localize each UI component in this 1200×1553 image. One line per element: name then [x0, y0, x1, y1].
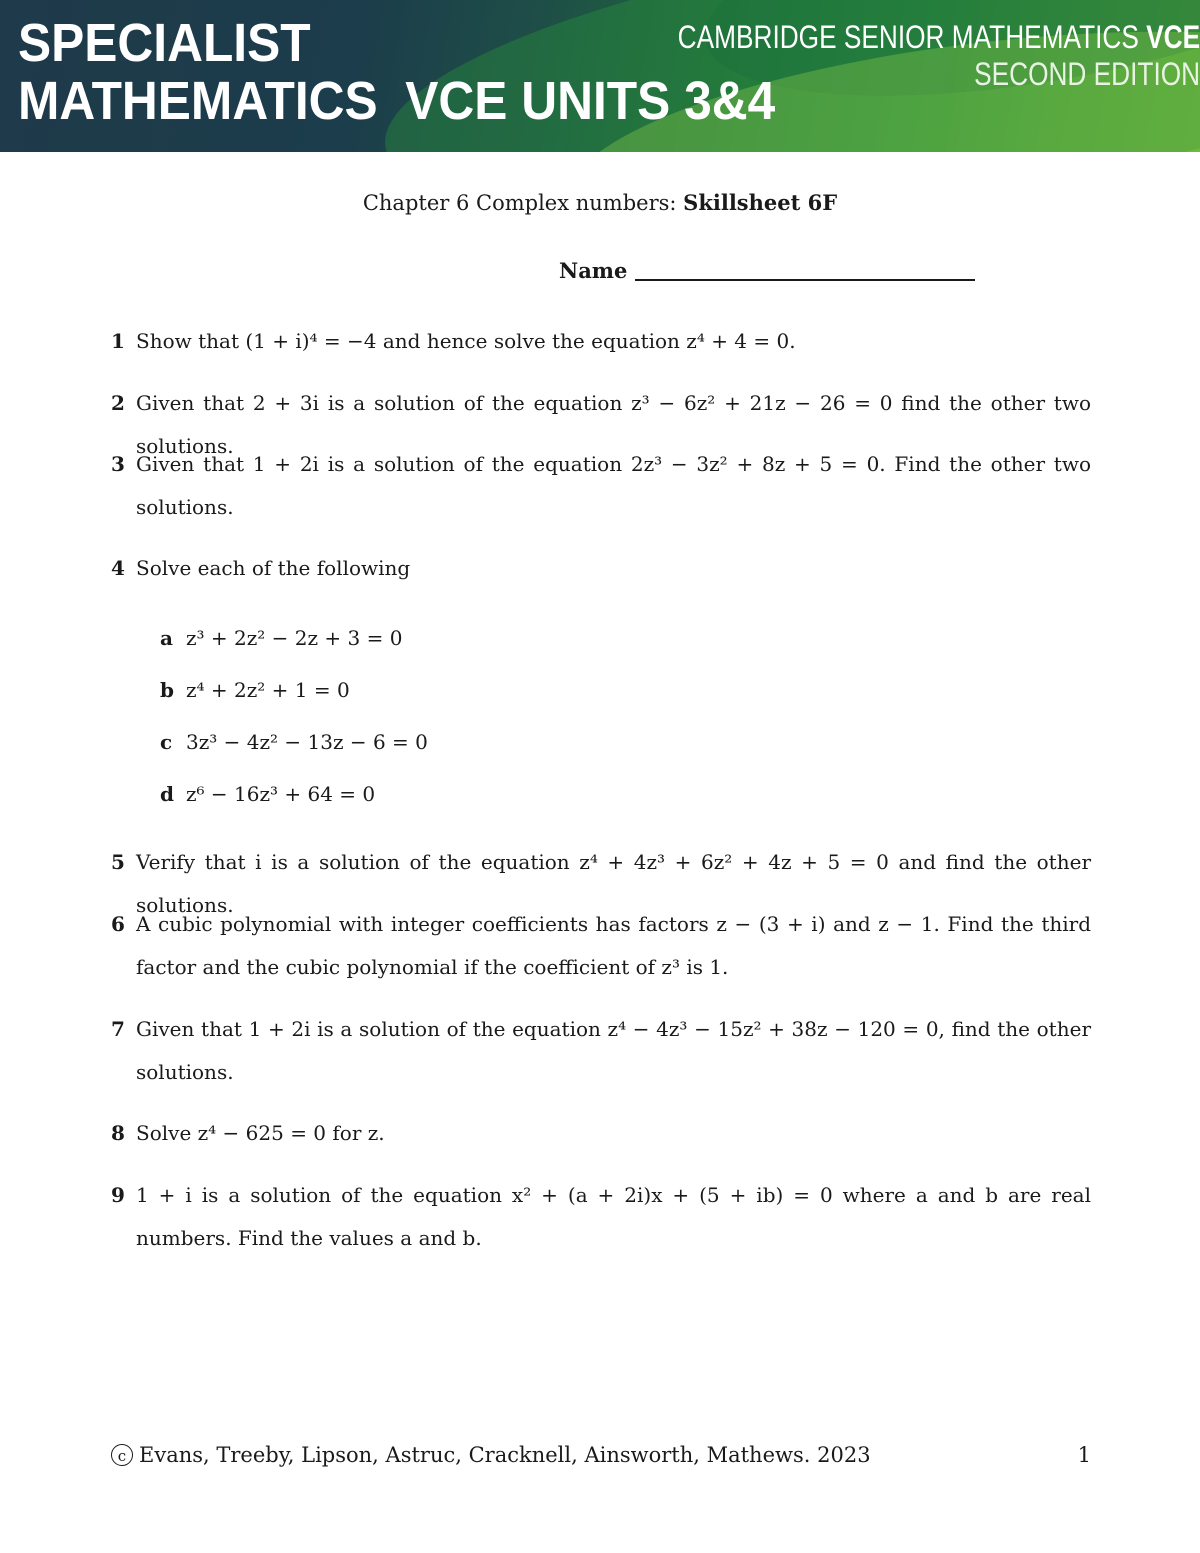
subpart-label: d [160, 782, 174, 806]
question-text: 1 + i is a solution of the equation x² + (a + 2i)x + (5 + ib) = 0 where a and b are real numbers. Find the values a and b. [136, 1183, 1091, 1250]
question-item [111, 903, 1091, 989]
question-text: Solve z⁴ − 625 = 0 for z. [136, 1121, 385, 1145]
book-title-line-1: SPECIALIST [18, 13, 311, 73]
question-number: 7 [111, 1017, 125, 1041]
question-number: 4 [111, 556, 125, 580]
question-text: Given that 1 + 2i is a solution of the equation z⁴ − 4z³ − 15z² + 38z − 120 = 0, find the other solutions. [136, 1017, 1091, 1084]
subpart-item [160, 779, 375, 809]
chapter-title: Chapter 6 Complex numbers: [362, 191, 684, 215]
book-title-line-2: MATHEMATICS VCE UNITS 3&4 [18, 71, 776, 131]
subpart-item [160, 675, 350, 705]
question-text: Solve each of the following [136, 556, 411, 580]
question-number: 9 [111, 1183, 125, 1207]
question-number: 6 [111, 912, 125, 936]
subpart-label: a [160, 626, 173, 650]
question-number: 1 [111, 329, 125, 353]
skillsheet-title: Skillsheet 6F [683, 190, 838, 215]
question-text: Given that 1 + 2i is a solution of the equation 2z³ − 3z² + 8z + 5 = 0. Find the other two solutions. [136, 452, 1091, 519]
name-field [559, 258, 975, 283]
question-item [111, 1174, 1091, 1260]
copyright-line [111, 1440, 871, 1470]
subpart-item [160, 623, 402, 653]
authors: Evans, Treeby, Lipson, Astruc, Cracknell, Ainsworth, Mathews. 2023 [139, 1443, 871, 1467]
edition-label: SECOND EDITION [974, 56, 1200, 92]
subpart-item [160, 727, 428, 757]
question-item [111, 443, 1091, 529]
question-item [111, 320, 1091, 363]
subpart-equation: z⁴ + 2z² + 1 = 0 [186, 678, 350, 702]
question-number: 2 [111, 391, 125, 415]
question-number: 5 [111, 850, 125, 874]
question-number: 8 [111, 1121, 125, 1145]
page-number: 1 [1077, 1443, 1091, 1467]
series-vce: VCE [1146, 19, 1200, 55]
page-title [0, 190, 1200, 215]
name-label: Name [559, 258, 628, 283]
question-item [111, 1008, 1091, 1094]
subpart-equation: z⁶ − 16z³ + 64 = 0 [186, 782, 376, 806]
series-name [678, 18, 1200, 56]
question-text: Verify that i is a solution of the equation z⁴ + 4z³ + 6z² + 4z + 5 = 0 and find the other solutions. [136, 850, 1091, 917]
question-item [111, 547, 1091, 590]
series-label [563, 18, 1200, 92]
question-text: A cubic polynomial with integer coefficients has factors z − (3 + i) and z − 1. Find the third factor and the cubic polynomial if the coefficient of z³ is 1. [136, 912, 1091, 979]
question-item [111, 1112, 1091, 1155]
question-text: Given that 2 + 3i is a solution of the equation z³ − 6z² + 21z − 26 = 0 find the other two solutions. [136, 391, 1091, 458]
subpart-label: c [160, 730, 173, 754]
subpart-equation: z³ + 2z² − 2z + 3 = 0 [186, 626, 403, 650]
name-blank-line[interactable] [635, 279, 975, 281]
header-banner [0, 0, 1200, 152]
subpart-equation: 3z³ − 4z² − 13z − 6 = 0 [186, 730, 428, 754]
subpart-label: b [160, 678, 174, 702]
question-text: Show that (1 + i)⁴ = −4 and hence solve the equation z⁴ + 4 = 0. [136, 329, 796, 353]
copyright-icon: c [111, 1444, 133, 1466]
question-number: 3 [111, 452, 125, 476]
series-prefix: CAMBRIDGE SENIOR MATHEMATICS [677, 19, 1147, 55]
